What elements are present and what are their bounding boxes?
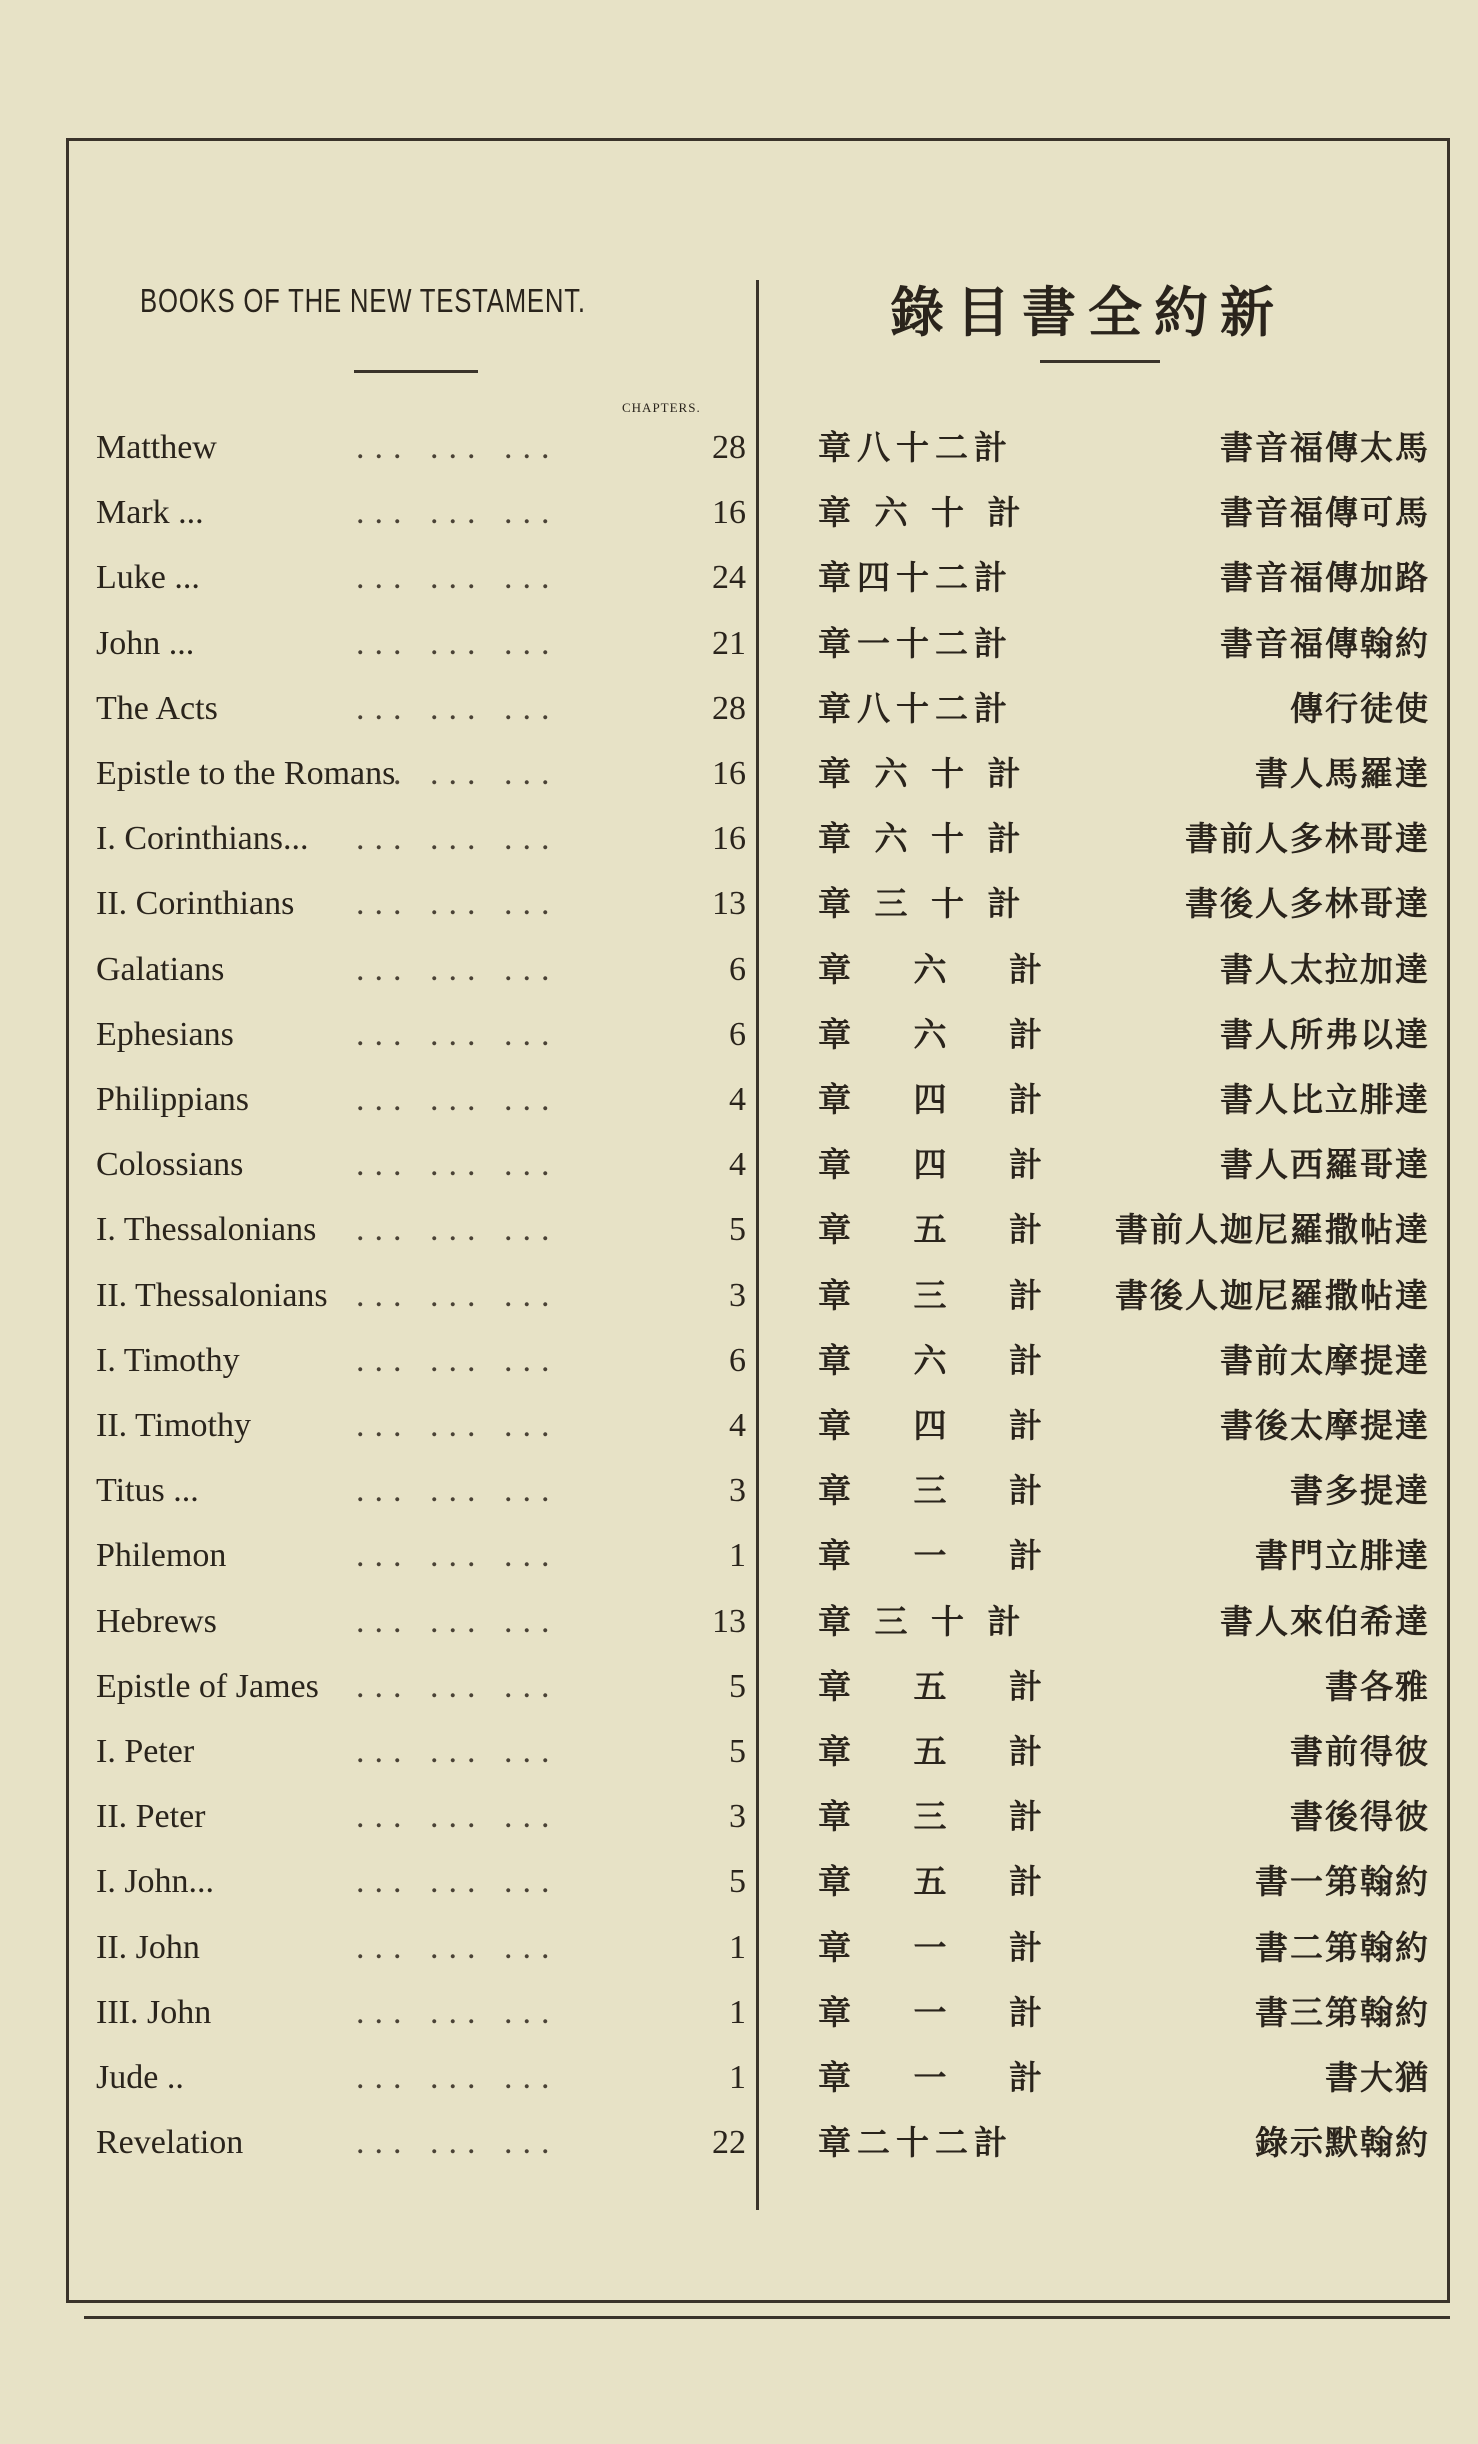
book-row: [96, 811, 746, 867]
book-row: [96, 876, 746, 932]
zh-book-row: [780, 1528, 1440, 1584]
zh-book-name: 書音福傳翰約: [1220, 623, 1430, 663]
chapters-label: CHAPTERS.: [622, 400, 701, 415]
book-row: [96, 2115, 746, 2171]
zh-book-row: [780, 420, 1440, 476]
zh-chapter-count: 章 六 十 計: [818, 819, 1027, 859]
book-name: Colossians: [96, 1146, 244, 1184]
zh-chapter-count: 章 六 計: [818, 1014, 1048, 1054]
zh-book-row: [780, 942, 1440, 998]
book-name: II. Thessalonians: [96, 1276, 328, 1314]
zh-book-name: 書二第翰約: [1255, 1927, 1430, 1967]
zh-chapter-count: 章 五 計: [818, 1732, 1048, 1771]
leader-dots: ... ... ...: [356, 1602, 560, 1640]
zh-chapter-count: 章 三 計: [818, 1275, 1048, 1315]
book-name: Mark ...: [96, 494, 204, 532]
zh-book-name: 書人馬羅達: [1255, 754, 1430, 793]
zh-chapter-count: 章 四 計: [818, 1145, 1048, 1185]
zh-chapter-count: 章 三 十 計: [818, 884, 1027, 924]
zh-book-row: [780, 1659, 1440, 1715]
leader-dots: ... ... ...: [356, 494, 560, 532]
zh-book-name: 書前人多林哥達: [1185, 819, 1430, 859]
zh-book-row: [780, 1398, 1440, 1454]
book-name: John ...: [96, 624, 195, 662]
zh-book-name: 書前人迦尼羅撒帖達: [1115, 1210, 1430, 1250]
zh-chapter-count: 章 四 計: [818, 1406, 1048, 1445]
zh-book-row: [780, 1724, 1440, 1780]
zh-book-row: [780, 1007, 1440, 1063]
chapter-count: 6: [729, 1341, 746, 1379]
book-name: II. John: [96, 1928, 200, 1966]
book-name: Philippians: [96, 1081, 250, 1118]
chapter-count: 1: [729, 1537, 746, 1575]
chapter-count: 5: [729, 1667, 746, 1705]
book-row: [96, 1137, 746, 1193]
chapter-count: 21: [712, 624, 746, 662]
leader-dots: ... ... ...: [356, 1863, 560, 1901]
book-row: [96, 1072, 746, 1128]
zh-book-row: [780, 746, 1440, 802]
leader-dots: ... ... ...: [356, 2059, 560, 2096]
chapter-count: 28: [712, 429, 746, 466]
book-row: [96, 746, 746, 802]
zh-book-name: 書前得彼: [1290, 1732, 1430, 1771]
chapter-count: 1: [729, 1993, 746, 2031]
book-row: [96, 1659, 746, 1715]
chapter-count: 6: [729, 1015, 746, 1053]
zh-book-name: 書音福傳可馬: [1220, 493, 1430, 533]
zh-book-row: [780, 1333, 1440, 1389]
leader-dots: ... ... ...: [356, 1537, 560, 1575]
book-name: Epistle to the Romans: [96, 755, 396, 792]
book-name: I. John...: [96, 1863, 215, 1901]
chapter-count: 4: [729, 1407, 746, 1444]
book-name: II. Peter: [96, 1798, 206, 1836]
leader-dots: ... ... ...: [356, 820, 560, 858]
chapter-count: 6: [729, 950, 746, 988]
chapter-count: 3: [729, 1276, 746, 1314]
book-name: Ephesians: [96, 1015, 234, 1053]
chapter-count: 3: [729, 1798, 746, 1836]
zh-book-row: [780, 1594, 1440, 1650]
bottom-rule: [84, 2316, 1450, 2319]
book-row: [96, 1268, 746, 1324]
zh-book-name: 書人太拉加達: [1220, 949, 1430, 989]
zh-chapter-count: 章 五 計: [818, 1210, 1048, 1250]
zh-book-row: [780, 616, 1440, 672]
book-name: Galatians: [96, 950, 225, 988]
zh-book-name: 書前太摩提達: [1220, 1340, 1430, 1380]
chapter-count: 24: [712, 559, 746, 597]
book-name: I. Timothy: [96, 1341, 240, 1379]
leader-dots: ... ... ...: [356, 624, 560, 662]
zh-chapter-count: 章 六 計: [818, 1340, 1048, 1380]
zh-book-name: 書音福傳太馬: [1220, 428, 1430, 467]
book-row: [96, 1463, 746, 1519]
zh-book-row: [780, 1202, 1440, 1258]
zh-chapter-count: 章 五 計: [818, 1862, 1048, 1902]
chapter-count: 13: [712, 1602, 746, 1640]
book-row: [96, 1202, 746, 1258]
book-name: I. Thessalonians: [96, 1211, 317, 1249]
leader-dots: ... ... ...: [356, 689, 560, 727]
leader-dots: ... ... ...: [356, 2124, 560, 2162]
chapter-count: 4: [729, 1146, 746, 1184]
book-name: Matthew: [96, 429, 217, 466]
zh-book-row: [780, 1072, 1440, 1128]
english-heading: BOOKS OF THE NEW TESTAMENT.: [140, 282, 586, 319]
leader-dots: ... ... ...: [356, 1993, 560, 2031]
chinese-heading: 錄目書全約新: [890, 281, 1286, 344]
leader-dots: ... ... ...: [356, 1928, 560, 1966]
zh-chapter-count: 章 一 計: [818, 2058, 1048, 2097]
chapter-count: 4: [729, 1081, 746, 1118]
zh-book-row: [780, 1920, 1440, 1976]
zh-book-row: [780, 550, 1440, 606]
book-name: I. Peter: [96, 1733, 195, 1770]
zh-book-row: [780, 1854, 1440, 1910]
book-row: [96, 2050, 746, 2106]
leader-dots: ... ... ...: [356, 1341, 560, 1379]
zh-book-name: 書多提達: [1290, 1471, 1430, 1511]
book-row: [96, 550, 746, 606]
zh-book-name: 書大猶: [1325, 2058, 1430, 2097]
book-row: [96, 1528, 746, 1584]
zh-book-name: 書門立腓達: [1255, 1536, 1430, 1576]
zh-chapter-count: 章 三 十 計: [818, 1601, 1027, 1641]
zh-book-row: [780, 1268, 1440, 1324]
zh-book-name: 書各雅: [1325, 1666, 1430, 1706]
book-name: III. John: [96, 1993, 212, 2031]
leader-dots: ... ... ...: [356, 1146, 560, 1184]
chapter-count: 5: [729, 1863, 746, 1901]
chinese-heading-rule: [1040, 360, 1160, 363]
zh-book-name: 書後太摩提達: [1220, 1406, 1430, 1445]
zh-chapter-count: 章 六 十 計: [818, 493, 1027, 533]
zh-book-row: [780, 1463, 1440, 1519]
zh-book-name: 書後人多林哥達: [1185, 884, 1430, 924]
zh-chapter-count: 章二十二計: [818, 2123, 1013, 2163]
zh-book-name: 書三第翰約: [1255, 1992, 1430, 2032]
zh-book-name: 書後人迦尼羅撒帖達: [1115, 1275, 1430, 1315]
zh-chapter-count: 章 三 計: [818, 1471, 1048, 1511]
chapter-count: 5: [729, 1733, 746, 1770]
leader-dots: ... ... ...: [356, 429, 560, 466]
book-row: [96, 681, 746, 737]
leader-dots: ... ... ...: [356, 950, 560, 988]
leader-dots: ... ... ...: [356, 1472, 560, 1510]
leader-dots: ... ... ...: [356, 885, 560, 923]
book-row: [96, 1789, 746, 1845]
zh-chapter-count: 章 一 計: [818, 1992, 1048, 2032]
zh-book-row: [780, 2050, 1440, 2106]
zh-book-name: 書音福傳加路: [1220, 558, 1430, 598]
zh-chapter-count: 章 一 計: [818, 1927, 1048, 1967]
leader-dots: ... ... ...: [356, 1407, 560, 1444]
book-name: Luke ...: [96, 559, 200, 597]
chapter-count: 1: [729, 1928, 746, 1966]
zh-book-name: 書後得彼: [1290, 1797, 1430, 1837]
zh-chapter-count: 章 四 計: [818, 1080, 1048, 1119]
zh-book-name: 書一第翰約: [1255, 1862, 1430, 1902]
zh-book-name: 書人西羅哥達: [1220, 1145, 1430, 1185]
leader-dots: ... ... ...: [356, 559, 560, 597]
book-name: Epistle of James: [96, 1667, 319, 1705]
book-row: [96, 1920, 746, 1976]
book-row: [96, 1594, 746, 1650]
chapter-count: 16: [712, 494, 746, 532]
book-name: Philemon: [96, 1537, 227, 1575]
zh-chapter-count: 章 六 計: [818, 949, 1048, 989]
zh-book-row: [780, 1789, 1440, 1845]
book-row: [96, 1333, 746, 1389]
chapter-count: 28: [712, 689, 746, 727]
chapter-count: 22: [712, 2124, 746, 2162]
chapter-count: 3: [729, 1472, 746, 1510]
zh-book-row: [780, 1137, 1440, 1193]
zh-book-name: 書人來伯希達: [1220, 1601, 1430, 1641]
zh-book-name: 錄示默翰約: [1255, 2123, 1430, 2163]
chapter-count: 5: [729, 1211, 746, 1249]
book-name: Hebrews: [96, 1602, 217, 1640]
zh-book-name: 書人所弗以達: [1220, 1014, 1430, 1054]
zh-chapter-count: 章四十二計: [818, 558, 1013, 598]
book-row: [96, 420, 746, 476]
zh-chapter-count: 章 五 計: [818, 1666, 1048, 1706]
zh-chapter-count: 章 三 計: [818, 1797, 1048, 1837]
zh-chapter-count: 章 六 十 計: [818, 754, 1027, 793]
leader-dots: ... ... ...: [356, 1276, 560, 1314]
zh-book-row: [780, 876, 1440, 932]
leader-dots: ... ... ...: [356, 1667, 560, 1705]
leader-dots: ... ... ...: [356, 1015, 560, 1053]
leader-dots: ... ... ...: [356, 1081, 560, 1118]
book-row: [96, 1398, 746, 1454]
book-row: [96, 485, 746, 541]
chapter-count: 16: [712, 755, 746, 792]
book-row: [96, 1724, 746, 1780]
leader-dots: ... ... ...: [356, 1211, 560, 1249]
chapter-count: 16: [712, 820, 746, 858]
book-row: [96, 616, 746, 672]
zh-chapter-count: 章八十二計: [818, 428, 1013, 467]
book-name: Jude ..: [96, 2059, 184, 2096]
zh-chapter-count: 章一十二計: [818, 623, 1013, 663]
chapter-count: 13: [712, 885, 746, 923]
zh-chapter-count: 章八十二計: [818, 688, 1013, 728]
leader-dots: ... ... ...: [356, 1733, 560, 1770]
book-name: II. Timothy: [96, 1407, 251, 1444]
book-name: Titus ...: [96, 1472, 199, 1510]
book-row: [96, 1985, 746, 2041]
column-divider: [756, 280, 759, 2210]
zh-chapter-count: 章 一 計: [818, 1536, 1048, 1576]
leader-dots: ... ... ...: [356, 755, 560, 792]
book-name: II. Corinthians: [96, 885, 295, 923]
zh-book-name: 傳行徒使: [1290, 688, 1430, 728]
book-row: [96, 942, 746, 998]
zh-book-row: [780, 2115, 1440, 2171]
zh-book-row: [780, 485, 1440, 541]
book-row: [96, 1007, 746, 1063]
leader-dots: ... ... ...: [356, 1798, 560, 1836]
zh-book-name: 書人比立腓達: [1220, 1080, 1430, 1119]
chapter-count: 1: [729, 2059, 746, 2096]
english-heading-rule: [354, 370, 478, 373]
book-name: The Acts: [96, 689, 218, 727]
book-name: I. Corinthians...: [96, 820, 309, 858]
zh-book-row: [780, 811, 1440, 867]
zh-book-row: [780, 681, 1440, 737]
book-name: Revelation: [96, 2124, 244, 2162]
zh-book-row: [780, 1985, 1440, 2041]
book-row: [96, 1854, 746, 1910]
